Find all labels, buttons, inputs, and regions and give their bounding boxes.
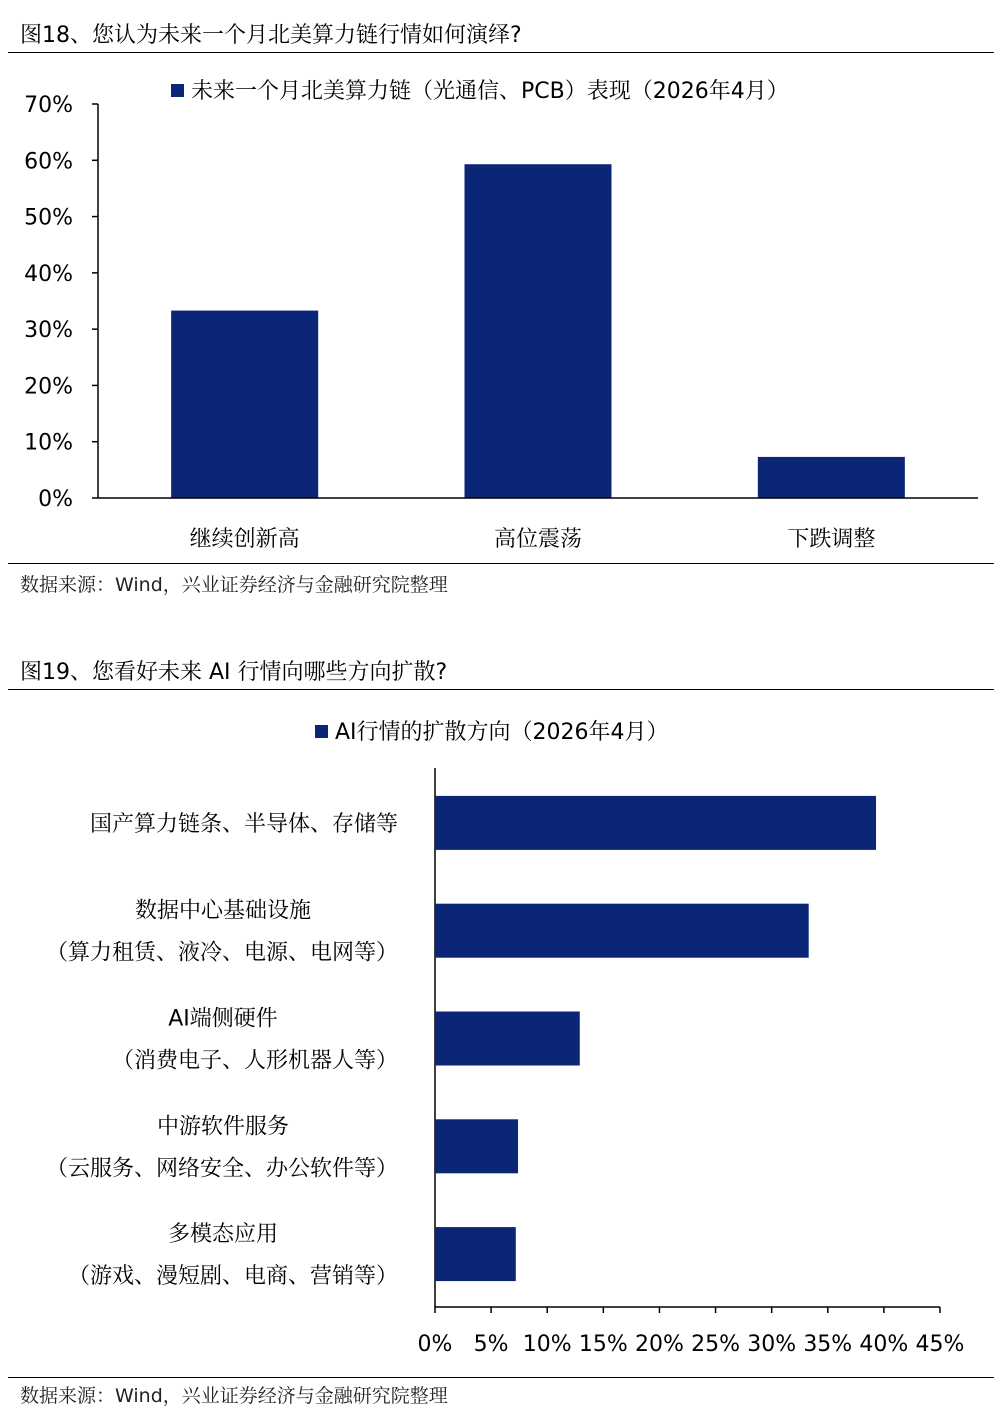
legend	[171, 79, 789, 104]
y-tick-label: 国产算力链条、半导体、存储等	[89, 811, 398, 837]
y-tick-label: 60%	[24, 149, 73, 175]
legend	[315, 720, 669, 745]
y-tick-label: AI端侧硬件	[168, 1006, 278, 1032]
bar	[435, 796, 876, 850]
y-tick-label: 70%	[24, 93, 73, 118]
figure19-hbar-chart	[0, 695, 1006, 1375]
y-tick-label: （消费电子、人形机器人等）	[111, 1048, 398, 1074]
x-tick-label: 0%	[417, 1332, 453, 1357]
bar	[171, 311, 318, 498]
bar	[435, 1227, 516, 1281]
figure18-top-rule	[8, 52, 994, 53]
y-tick-label: 50%	[24, 205, 73, 231]
bar	[758, 457, 905, 498]
x-tick-label: 40%	[859, 1332, 909, 1357]
bar	[435, 1119, 518, 1173]
y-tick-label: 数据中心基础设施	[134, 898, 312, 924]
x-tick-label: 10%	[522, 1332, 572, 1357]
y-tick-label: （云服务、网络安全、办公软件等）	[45, 1156, 398, 1182]
x-tick-label: 15%	[578, 1332, 628, 1357]
y-tick-label: （游戏、漫短剧、电商、营销等）	[67, 1264, 398, 1290]
y-tick-label: 40%	[24, 261, 73, 287]
x-tick-label: 35%	[803, 1332, 853, 1357]
figure19-top-rule	[8, 689, 994, 690]
figure19-source: 数据来源：Wind，兴业证券经济与金融研究院整理	[20, 1385, 448, 1407]
x-tick-label: 45%	[915, 1332, 965, 1357]
legend-swatch	[171, 84, 184, 97]
y-tick-label: （算力租赁、液冷、电源、电网等）	[45, 940, 398, 966]
y-tick-label: 30%	[24, 318, 73, 344]
figure19-title: 图19、您看好未来 AI 行情向哪些方向扩散?	[20, 660, 448, 685]
y-tick-label: 20%	[24, 374, 73, 400]
x-tick-label: 下跌调整	[787, 527, 876, 552]
figure18-source: 数据来源：Wind，兴业证券经济与金融研究院整理	[20, 574, 448, 596]
x-tick-label: 5%	[473, 1332, 509, 1357]
figure18-bottom-rule	[8, 563, 994, 564]
y-tick-label: 10%	[24, 430, 73, 456]
x-tick-label: 30%	[747, 1332, 797, 1357]
figure18-bar-chart	[0, 60, 1006, 570]
legend-swatch	[315, 725, 328, 738]
x-tick-label: 高位震荡	[493, 527, 583, 552]
bar	[465, 164, 612, 498]
y-tick-label: 中游软件服务	[156, 1114, 290, 1140]
y-tick-label: 0%	[38, 487, 73, 512]
legend-label: AI行情的扩散方向（2026年4月）	[335, 720, 669, 745]
figure19-bottom-rule	[8, 1377, 994, 1378]
x-tick-label: 25%	[691, 1332, 741, 1357]
legend-label: 未来一个月北美算力链（光通信、PCB）表现（2026年4月）	[191, 79, 789, 104]
x-tick-label: 20%	[634, 1332, 684, 1357]
bar	[435, 1012, 580, 1066]
y-tick-label: 多模态应用	[167, 1222, 279, 1248]
x-tick-label: 继续创新高	[189, 527, 300, 552]
figure18-title: 图18、您认为未来一个月北美算力链行情如何演绎?	[20, 23, 522, 48]
bar	[435, 904, 809, 958]
